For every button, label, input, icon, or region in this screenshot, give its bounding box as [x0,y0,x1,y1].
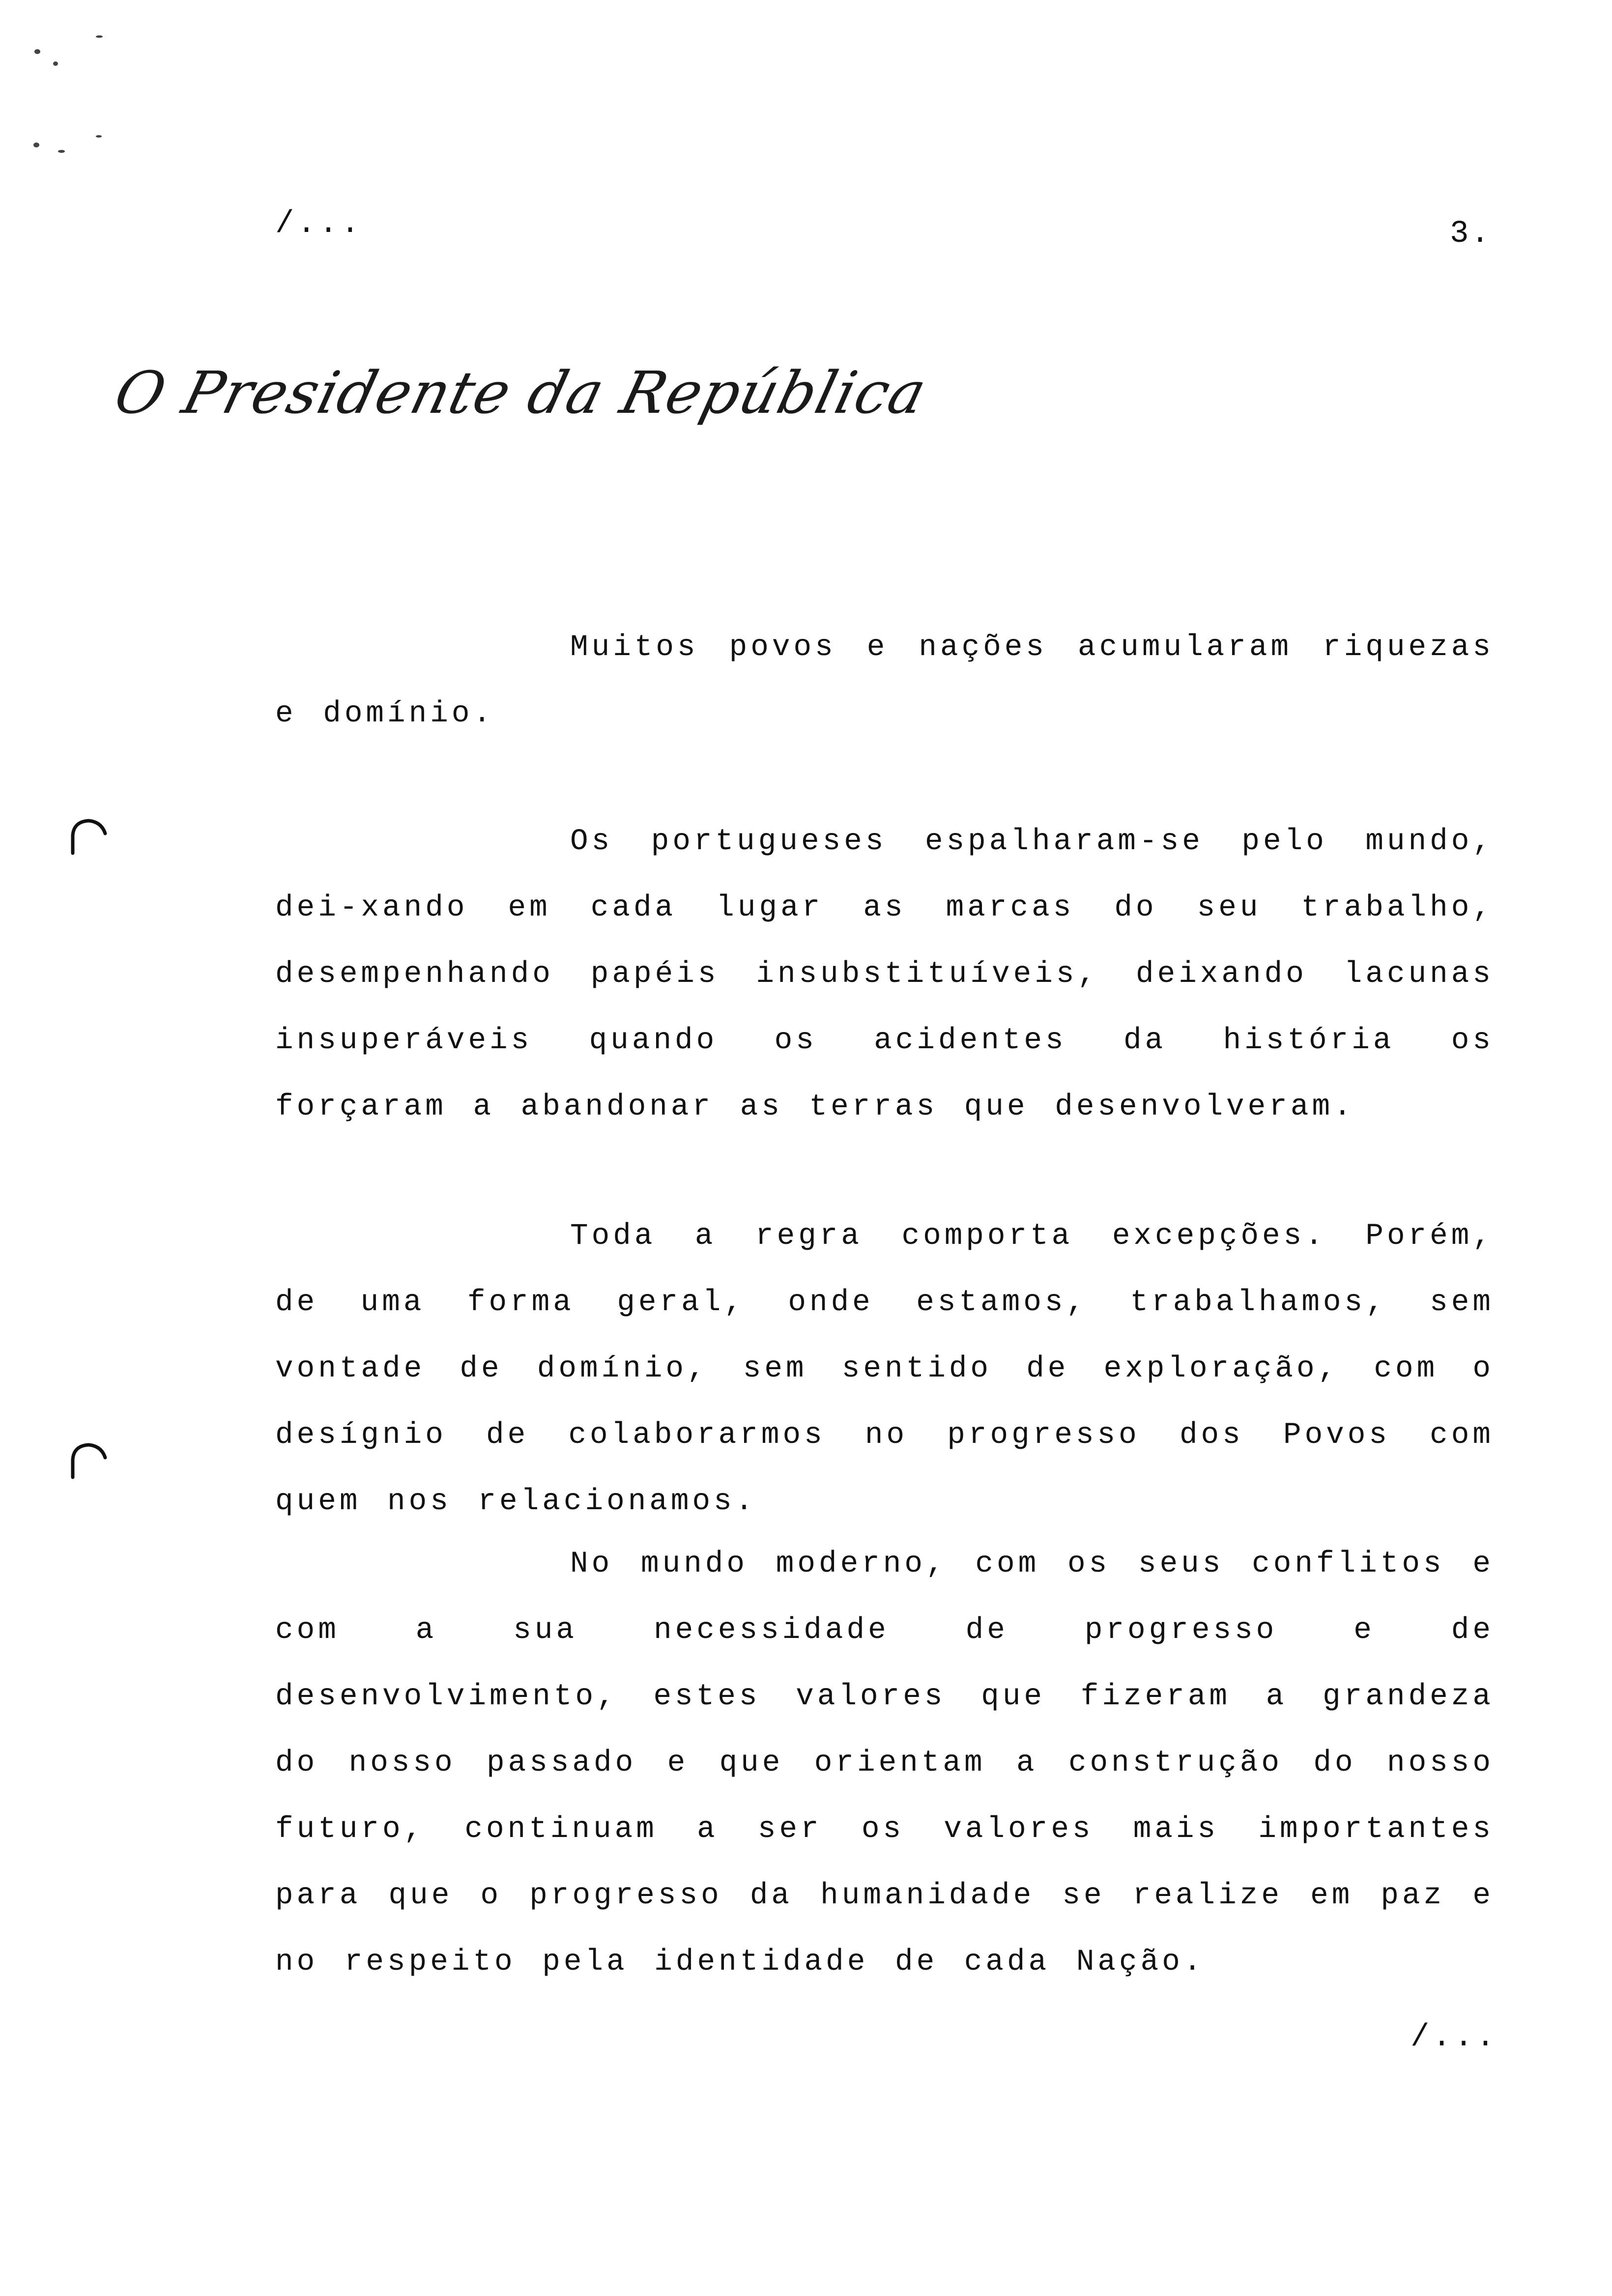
paragraph-3: Toda a regra comporta excepções. Porém, de uma forma geral, onde estamos, trabalhamos, sem vontade de domínio, sem sentido de exploração, com o desígnio de colaborarmos no progresso dos Povos com quem nos relacionamos. [275,1219,1494,1519]
scan-speck [53,61,58,66]
letterhead-title: O Presidente da República [108,359,934,427]
paragraph-1: Muitos povos e nações acumularam riquezas e domínio. [275,631,1494,731]
scan-speck [33,143,39,147]
scan-speck [96,35,103,38]
page-number: 3. [1450,216,1492,252]
punch-hole-mark [69,816,108,855]
scan-speck [34,49,40,54]
scan-speck [96,135,102,138]
bottom-continuation-mark: /... [1410,2020,1498,2055]
paragraph-4: No mundo moderno, com os seus conflitos e com a sua necessidade de progresso e de desenvolvimento, estes valores que fizeram a grandeza do nosso passado e que orientam a construção do nosso futuro, continuam a ser os valores mais importantes para que o progresso da humanidade se realize em paz e no respeito pela identidade de cada Nação. [275,1547,1494,1979]
paragraph-2: Os portugueses espalharam-se pelo mundo, dei-xando em cada lugar as marcas do seu trabalho, desempenhando papéis insubstituíveis, deixando lacunas insuperáveis quando os acidentes da história os forçaram a abandonar as terras que desenvolveram. [275,825,1494,1124]
scan-speck [58,150,65,153]
punch-hole-mark [69,1440,108,1479]
top-continuation-mark: /... [275,206,363,242]
